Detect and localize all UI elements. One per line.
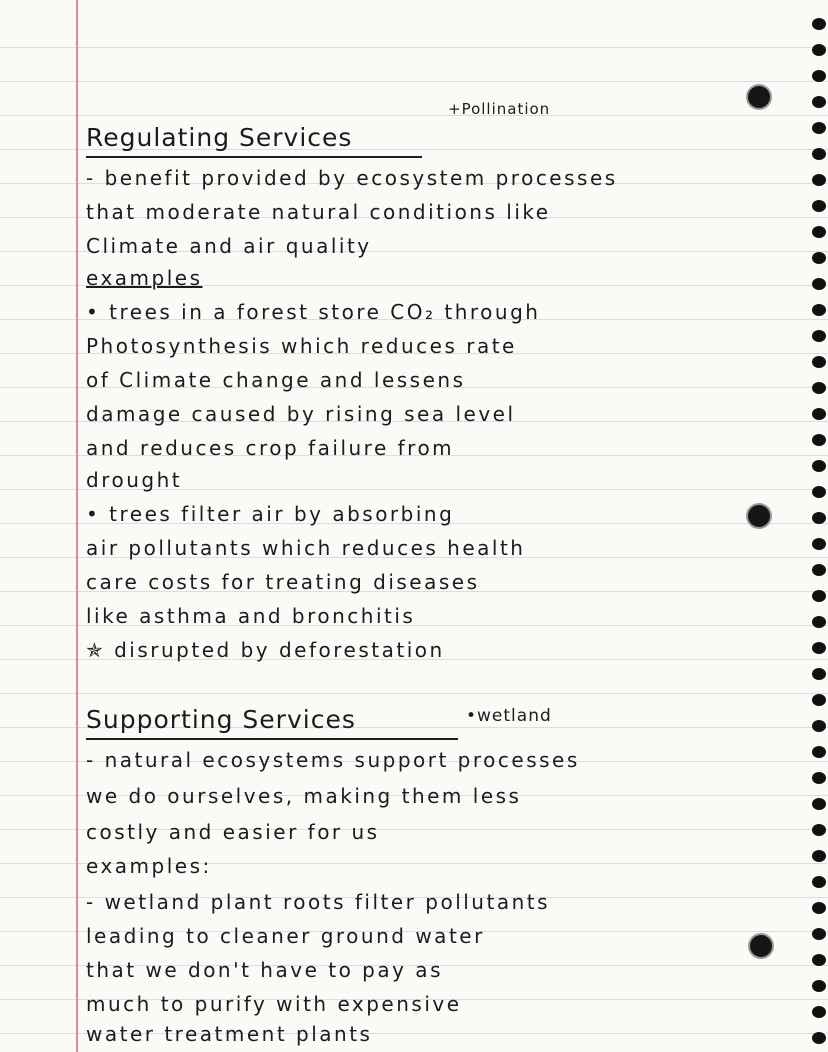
margin-line xyxy=(76,0,78,1052)
supporting-services-heading: Supporting Services xyxy=(86,705,356,734)
spiral-ring xyxy=(812,538,826,550)
note-line: ✯ disrupted by deforestation xyxy=(86,638,445,662)
spiral-ring xyxy=(812,694,826,706)
note-line: Climate and air quality xyxy=(86,234,372,258)
spiral-ring xyxy=(812,798,826,810)
note-line: leading to cleaner ground water xyxy=(86,924,485,948)
spiral-ring xyxy=(812,928,826,940)
heading-underline xyxy=(86,156,422,158)
spiral-ring xyxy=(812,122,826,134)
spiral-ring xyxy=(812,148,826,160)
spiral-ring xyxy=(812,902,826,914)
spiral-ring xyxy=(812,382,826,394)
spiral-ring xyxy=(812,1006,826,1018)
spiral-ring xyxy=(812,1032,826,1044)
punch-hole xyxy=(748,86,770,108)
spiral-ring xyxy=(812,18,826,30)
note-line: • trees in a forest store CO₂ through xyxy=(86,300,541,324)
note-line: much to purify with expensive xyxy=(86,992,462,1016)
punch-hole xyxy=(748,505,770,527)
spiral-ring xyxy=(812,460,826,472)
note-line: water treatment plants xyxy=(86,1022,373,1046)
spiral-ring xyxy=(812,746,826,758)
note-line: Photosynthesis which reduces rate xyxy=(86,334,517,358)
spiral-ring xyxy=(812,590,826,602)
spiral-ring xyxy=(812,408,826,420)
spiral-ring xyxy=(812,720,826,732)
spiral-ring xyxy=(812,96,826,108)
spiral-ring xyxy=(812,668,826,680)
note-line: that we don't have to pay as xyxy=(86,958,443,982)
spiral-ring xyxy=(812,486,826,498)
spiral-ring xyxy=(812,356,826,368)
note-line: we do ourselves, making them less xyxy=(86,784,522,808)
note-line: - benefit provided by ecosystem processes xyxy=(86,166,618,190)
spiral-ring xyxy=(812,278,826,290)
spiral-ring xyxy=(812,616,826,628)
spiral-ring xyxy=(812,252,826,264)
spiral-ring xyxy=(812,226,826,238)
note-line: drought xyxy=(86,468,183,492)
note-line: - wetland plant roots filter pollutants xyxy=(86,890,551,914)
note-line: care costs for treating diseases xyxy=(86,570,480,594)
note-line: - natural ecosystems support processes xyxy=(86,748,580,772)
note-line: like asthma and bronchitis xyxy=(86,604,416,628)
note-line: damage caused by rising sea level xyxy=(86,402,516,426)
spiral-binding xyxy=(806,0,828,1052)
examples-label: examples: xyxy=(86,854,212,878)
note-line: of Climate change and lessens xyxy=(86,368,466,392)
pollination-note: +Pollination xyxy=(448,100,551,118)
spiral-ring xyxy=(812,954,826,966)
spiral-ring xyxy=(812,200,826,212)
spiral-ring xyxy=(812,850,826,862)
wetland-note: •wetland xyxy=(466,706,552,726)
spiral-ring xyxy=(812,174,826,186)
regulating-services-heading: Regulating Services xyxy=(86,123,353,152)
spiral-ring xyxy=(812,330,826,342)
note-line: costly and easier for us xyxy=(86,820,380,844)
note-line: air pollutants which reduces health xyxy=(86,536,526,560)
spiral-ring xyxy=(812,44,826,56)
spiral-ring xyxy=(812,434,826,446)
spiral-ring xyxy=(812,564,826,576)
spiral-ring xyxy=(812,304,826,316)
spiral-ring xyxy=(812,980,826,992)
examples-label: examples xyxy=(86,266,203,290)
note-line: that moderate natural conditions like xyxy=(86,200,551,224)
spiral-ring xyxy=(812,876,826,888)
note-line: • trees filter air by absorbing xyxy=(86,502,455,526)
spiral-ring xyxy=(812,70,826,82)
heading-underline xyxy=(86,738,458,740)
spiral-ring xyxy=(812,772,826,784)
spiral-ring xyxy=(812,824,826,836)
spiral-ring xyxy=(812,512,826,524)
spiral-ring xyxy=(812,642,826,654)
punch-hole xyxy=(750,935,772,957)
note-line: and reduces crop failure from xyxy=(86,436,455,460)
